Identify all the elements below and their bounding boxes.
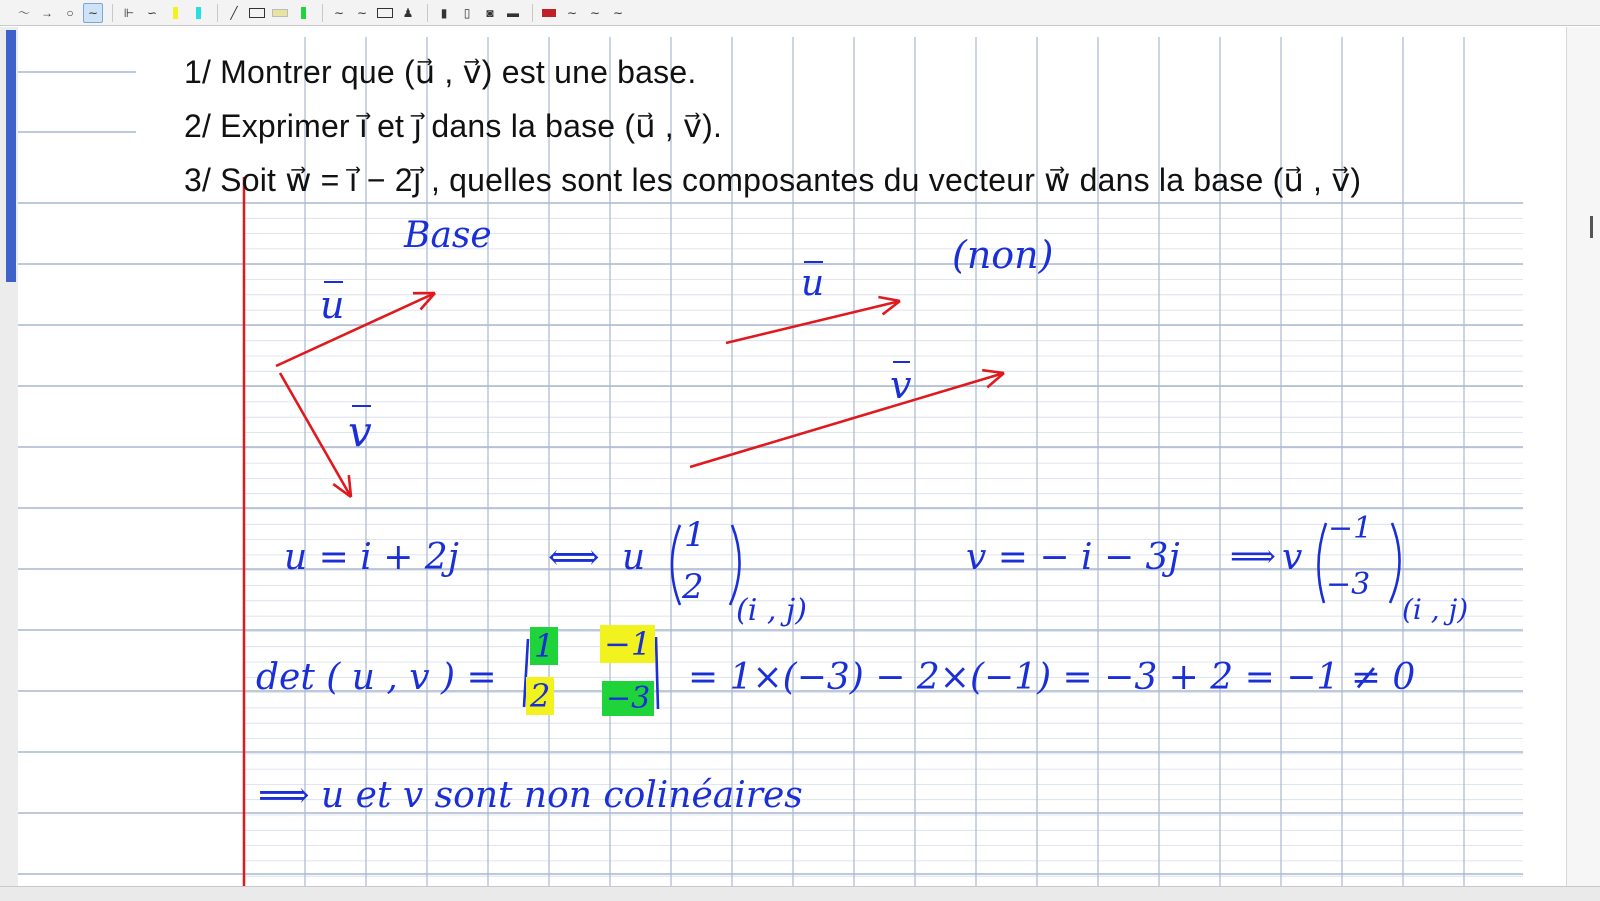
det-entry-b: −1 <box>600 625 655 663</box>
det-right-bar <box>656 637 658 709</box>
pen-tool-icon[interactable]: 〜 <box>14 3 34 23</box>
record-icon[interactable] <box>539 3 559 23</box>
u-basis: (i , j) <box>736 593 807 628</box>
left-accent-bar <box>6 30 16 282</box>
curve-3-tool-icon[interactable]: ∼ <box>352 3 372 23</box>
label-u-left: u <box>320 283 344 327</box>
toolbar-separator <box>322 4 323 22</box>
screen-icon[interactable]: ▬ <box>503 3 523 23</box>
arrow-v-right-head <box>982 370 1004 373</box>
u-coord-1: 1 <box>684 515 706 555</box>
curve-5-tool-icon[interactable]: ∼ <box>585 3 605 23</box>
v-formula: v = − i − 3j <box>966 537 1180 578</box>
arrow-tool-icon[interactable]: → <box>37 3 57 23</box>
marker-tool-icon[interactable]: ⊩ <box>119 3 139 23</box>
scrollbar-thumb[interactable] <box>1590 216 1593 238</box>
curve-4-tool-icon[interactable]: ∼ <box>562 3 582 23</box>
toolbar-separator <box>112 4 113 22</box>
curve-tool-icon[interactable]: ∽ <box>142 3 162 23</box>
v-basis: (i , j) <box>1402 593 1468 626</box>
question-2: 2/ Exprimer i⃗ et j⃗ dans la base (u⃗ , v⃗). <box>184 107 722 145</box>
det-entry-d: −3 <box>602 681 654 716</box>
v-coord-2: −3 <box>1326 567 1370 602</box>
label-v-left: v <box>348 407 372 456</box>
annotation-toolbar <box>0 0 1600 26</box>
stamp-tool-icon[interactable]: ♟ <box>398 3 418 23</box>
u-coords-label: u <box>622 537 645 578</box>
freehand-tool-icon[interactable]: ∼ <box>83 3 103 23</box>
arrow-u-right <box>726 301 900 343</box>
label-v-right: v <box>890 363 911 407</box>
text-tool-icon[interactable] <box>247 3 267 23</box>
green-marker-icon[interactable] <box>293 3 313 23</box>
right-scroll-panel[interactable] <box>1566 27 1600 900</box>
text-box-icon[interactable] <box>375 3 395 23</box>
curve-6-tool-icon[interactable]: ∼ <box>608 3 628 23</box>
det-left: det ( u , v ) = <box>256 657 497 698</box>
document-icon[interactable]: ▯ <box>457 3 477 23</box>
arrow-v-right <box>690 373 1004 467</box>
circle-tool-icon[interactable]: ○ <box>60 3 80 23</box>
det-entry-c: 2 <box>526 677 554 715</box>
eraser-tool-icon[interactable] <box>270 3 290 23</box>
line-tool-icon[interactable]: ╱ <box>224 3 244 23</box>
label-u-right: u <box>801 263 824 304</box>
det-entry-a: 1 <box>530 627 558 665</box>
arrow-u-right-head <box>878 297 900 301</box>
label-non: (non) <box>952 233 1053 277</box>
yellow-highlighter-icon[interactable] <box>165 3 185 23</box>
u-coord-2: 2 <box>682 567 704 607</box>
grid-paper <box>18 27 1566 889</box>
u-formula: u = i + 2j <box>284 537 459 578</box>
question-3: 3/ Soit w⃗ = i⃗ − 2j⃗ , quelles sont les composantes du vecteur w⃗ dans la base (u⃗ , v⃗) <box>184 161 1361 199</box>
arrow-u-left <box>276 293 435 366</box>
conclusion: ⟹ u et v sont non colinéaires <box>258 775 803 816</box>
v-coord-1: −1 <box>1328 511 1372 546</box>
question-1: 1/ Montrer que (u⃗ , v⃗) est une base. <box>184 53 696 91</box>
toolbar-separator <box>532 4 533 22</box>
label-base: Base <box>404 215 492 256</box>
toolbar-separator <box>427 4 428 22</box>
curve-2-tool-icon[interactable]: ∼ <box>329 3 349 23</box>
notebook-page <box>18 27 1566 889</box>
cyan-highlighter-icon[interactable] <box>188 3 208 23</box>
bottom-status-strip <box>0 886 1600 901</box>
det-right: = 1×(−3) − 2×(−1) = −3 + 2 = −1 ≠ 0 <box>688 657 1415 698</box>
equivalence-arrow: ⟺ <box>548 537 600 578</box>
v-coords-label: v <box>1282 537 1302 578</box>
book-icon[interactable]: ▮ <box>434 3 454 23</box>
implies-arrow: ⟹ <box>1230 537 1276 575</box>
camera-icon[interactable]: ◙ <box>480 3 500 23</box>
toolbar-separator <box>217 4 218 22</box>
